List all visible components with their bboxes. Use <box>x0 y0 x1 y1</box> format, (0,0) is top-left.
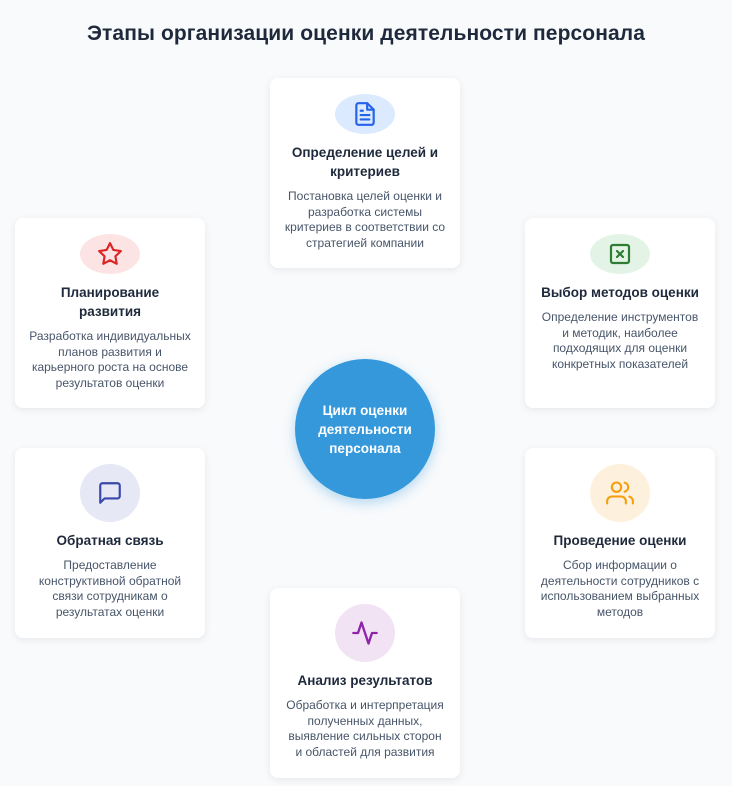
icon-circle <box>335 604 395 662</box>
activity-icon <box>351 619 379 647</box>
stage-card-methods[interactable] <box>525 218 715 408</box>
stage-description: Постановка целей оценки и разработка системы критериев в соответствии со стратегией компании <box>284 189 446 250</box>
page-title: Этапы организации оценки деятельности персонала <box>87 22 645 45</box>
star-icon <box>97 241 123 267</box>
document-icon <box>352 101 378 127</box>
stage-title: Обратная связь <box>56 533 164 548</box>
stage-title: Проведение оценки <box>553 533 687 548</box>
stage-card-goals[interactable] <box>270 78 460 268</box>
center-label: Цикл оценки деятельности персонала <box>318 402 412 456</box>
icon-circle <box>335 94 395 134</box>
icon-circle <box>80 464 140 522</box>
stage-title: Выбор методов оценки <box>541 285 699 300</box>
stage-card-conduct[interactable] <box>525 448 715 638</box>
stage-description: Предоставление конструктивной обратной связи сотрудникам о результатах оценки <box>38 558 182 619</box>
stage-title: Определение целей и критериев <box>291 145 439 179</box>
stage-description: Сбор информации о деятельности сотрудников с использованием выбранных методов <box>540 558 700 619</box>
stage-description: Обработка и интерпретация полученных данных, выявление сильных сторон и областей для развития <box>286 698 444 759</box>
stage-title: Планирование развития <box>60 285 160 319</box>
stage-description: Определение инструментов и методик, наиболее подходящих для оценки конкретных показателей <box>541 310 699 371</box>
stage-card-analysis[interactable] <box>270 588 460 778</box>
icon-circle <box>590 234 650 274</box>
center-cycle-circle <box>295 359 435 499</box>
stage-title: Анализ результатов <box>297 673 433 688</box>
message-icon <box>97 480 123 506</box>
stage-description: Разработка индивидуальных планов развития и карьерного роста на основе результатов оценки <box>29 329 191 390</box>
stage-card-development[interactable] <box>15 218 205 408</box>
icon-circle <box>80 234 140 274</box>
users-icon <box>606 479 634 507</box>
stage-card-feedback[interactable] <box>15 448 205 638</box>
icon-circle <box>590 464 650 522</box>
checkbox-x-icon <box>608 242 632 266</box>
